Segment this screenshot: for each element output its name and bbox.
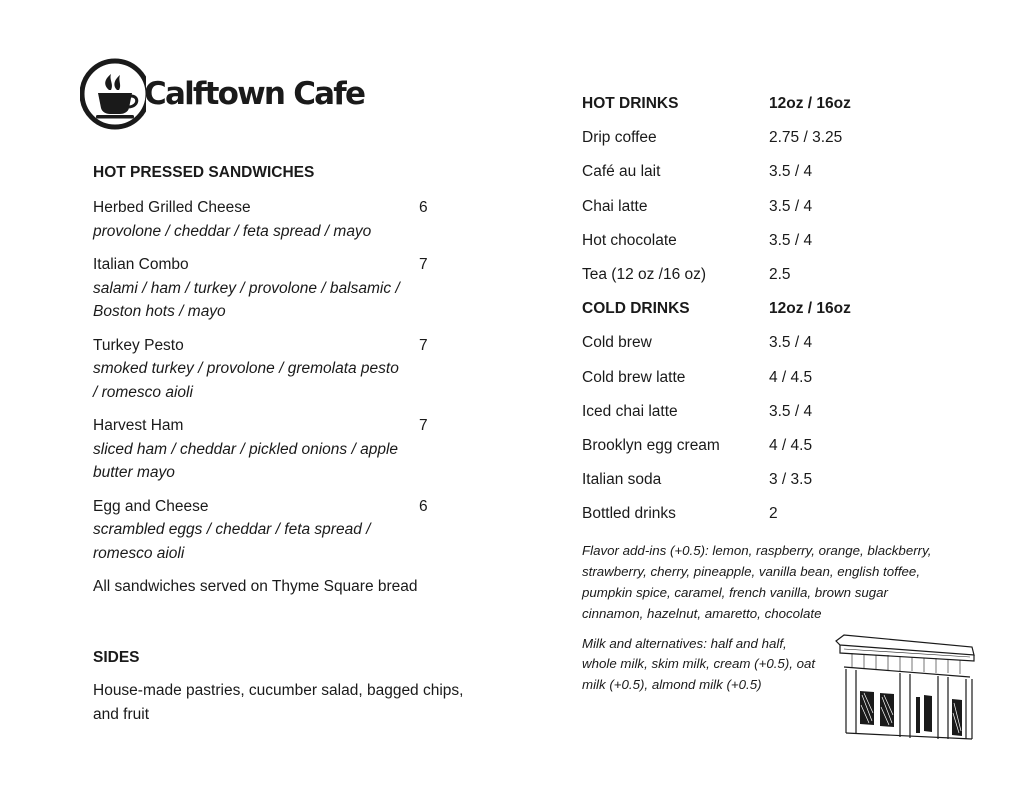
- storefront-sketch-icon: [834, 633, 978, 741]
- drink-row: [582, 502, 942, 536]
- item-description: smoked turkey / provolone / gremolata pesto / romesco aioli: [93, 360, 399, 401]
- drink-name: Chai latte: [582, 197, 648, 215]
- hot-drinks-heading: HOT DRINKS: [582, 95, 679, 112]
- drink-row: [582, 366, 942, 400]
- drink-name: Brooklyn egg cream: [582, 436, 720, 454]
- item-description: salami / ham / turkey / provolone / balsamic / Boston hots / mayo: [93, 279, 400, 320]
- menu-item: [93, 495, 493, 566]
- drink-row: [582, 263, 942, 297]
- drink-name: Italian soda: [582, 471, 662, 489]
- drink-price: 3.5 / 4: [769, 231, 813, 249]
- menu-item: [93, 334, 493, 405]
- drink-name: Cold brew latte: [582, 368, 686, 386]
- drink-price: 2.5: [769, 265, 791, 283]
- item-price: 6: [419, 497, 428, 515]
- coffee-cup-logo-icon: [80, 58, 146, 130]
- size-header: 12oz / 16oz: [769, 300, 851, 318]
- drink-name: Tea (12 oz /16 oz): [582, 265, 707, 283]
- drink-row: [582, 160, 942, 194]
- item-price: 7: [419, 336, 428, 354]
- sandwich-menu-section: [93, 160, 493, 727]
- drink-price: 3.5 / 4: [769, 163, 813, 181]
- drink-price: 2: [769, 505, 778, 523]
- menu-item: [93, 414, 493, 485]
- item-price: 7: [419, 417, 428, 434]
- milk-alternatives-note: Milk and alternatives: half and half, whole milk, skim milk, cream (+0.5), oat milk (+0.5), almond milk (+0.5): [582, 635, 816, 693]
- item-name: Harvest Ham: [93, 417, 184, 434]
- item-name: Italian Combo: [93, 256, 189, 273]
- menu-item: [93, 253, 493, 324]
- drinks-menu-section: [582, 92, 942, 696]
- item-price: 7: [419, 256, 428, 273]
- drink-price: 3 / 3.5: [769, 471, 813, 489]
- item-price: 6: [419, 199, 428, 216]
- drink-price: 3.5 / 4: [769, 197, 813, 215]
- item-description: provolone / cheddar / feta spread / mayo: [93, 222, 372, 240]
- hot-drinks-header: [582, 92, 942, 126]
- drink-price: 4 / 4.5: [769, 368, 813, 386]
- drink-name: Drip coffee: [582, 129, 657, 147]
- drink-name: Iced chai latte: [582, 402, 678, 420]
- cold-drinks-heading: COLD DRINKS: [582, 300, 690, 318]
- size-header: 12oz / 16oz: [769, 95, 851, 112]
- sandwiches-heading: HOT PRESSED SANDWICHES: [93, 164, 315, 181]
- drink-row: [582, 229, 942, 263]
- drink-price: 2.75 / 3.25: [769, 129, 843, 147]
- cafe-logo: [80, 58, 364, 130]
- drink-price: 4 / 4.5: [769, 436, 813, 454]
- sides-description: House-made pastries, cucumber salad, bagged chips, and fruit: [93, 682, 464, 723]
- drink-name: Bottled drinks: [582, 505, 676, 523]
- bread-note: All sandwiches served on Thyme Square bread: [93, 578, 418, 595]
- item-description: sliced ham / cheddar / pickled onions / apple butter mayo: [93, 440, 399, 481]
- drink-row: [582, 195, 942, 229]
- flavor-addins-note: Flavor add-ins (+0.5): lemon, raspberry, orange, blackberry, strawberry, cherry, pineapple, vanilla bean, english toffee, pumpkin spice, caramel, french vanilla, brown sugar cinnamon, hazelnut, amaretto, chocolate: [582, 543, 932, 621]
- drink-row: [582, 126, 942, 160]
- item-description: scrambled eggs / cheddar / feta spread / romesco aioli: [93, 521, 371, 562]
- item-name: Egg and Cheese: [93, 497, 209, 515]
- item-name: Herbed Grilled Cheese: [93, 199, 251, 216]
- drink-row: [582, 331, 942, 365]
- drink-price: 3.5 / 4: [769, 402, 813, 420]
- brand-name: Calftown Cafe: [144, 76, 365, 112]
- menu-item: [93, 196, 493, 243]
- item-name: Turkey Pesto: [93, 336, 184, 354]
- drink-row: [582, 434, 942, 468]
- drink-name: Hot chocolate: [582, 231, 677, 249]
- sides-heading: SIDES: [93, 649, 140, 666]
- drink-row: [582, 468, 942, 502]
- cold-drinks-header: [582, 297, 942, 331]
- drink-name: Café au lait: [582, 163, 661, 181]
- drink-name: Cold brew: [582, 334, 652, 352]
- drink-row: [582, 400, 942, 434]
- drink-price: 3.5 / 4: [769, 334, 813, 352]
